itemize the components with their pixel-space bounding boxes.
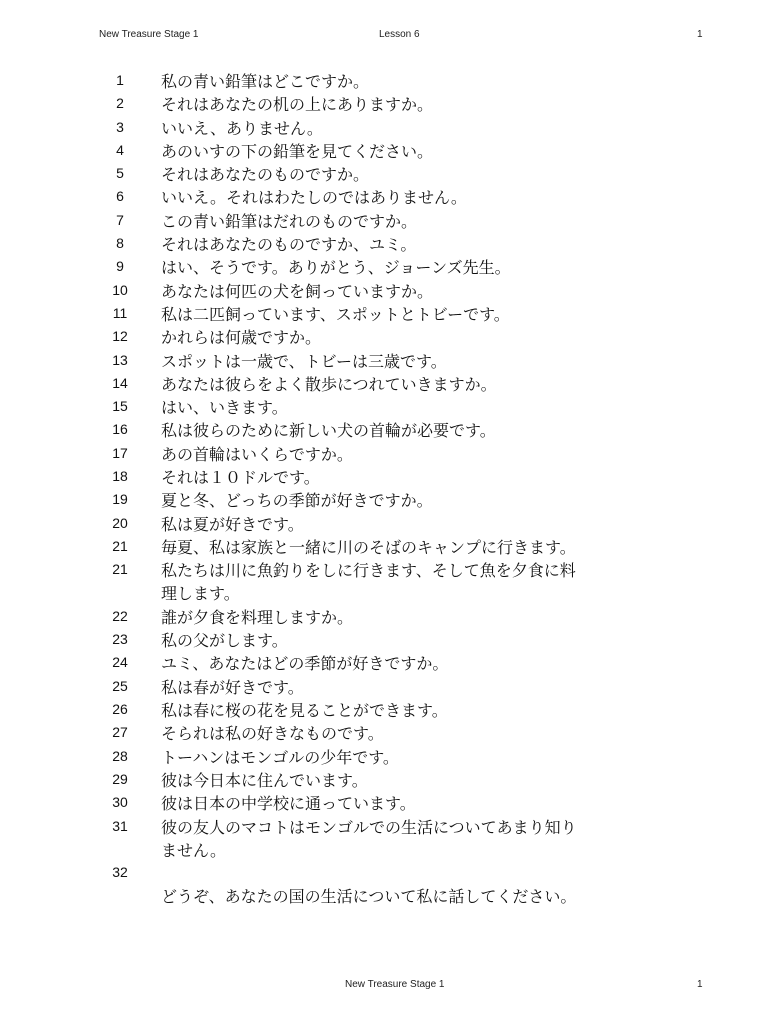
sentence-row	[0, 163, 768, 186]
line-number: 22	[112, 607, 128, 624]
sentence-text: スポットは一歳で、トビーは三歳です。	[161, 351, 447, 371]
line-number: 28	[112, 747, 128, 764]
sentence-row	[0, 70, 768, 93]
sentence-text: 私は春に桜の花を見ることができます。	[161, 701, 448, 721]
sentence-row	[0, 350, 768, 373]
sentence-text: そられは私の好きなものです。	[161, 724, 384, 744]
sentence-text: それはあなたのものですか。	[161, 165, 370, 185]
sentence-text: 私の青い鉛筆はどこですか。	[161, 72, 370, 91]
sentence-text: 私は春が好きです。	[161, 677, 304, 697]
line-number: 2	[116, 95, 124, 112]
line-number: 20	[112, 514, 128, 531]
header-left: New Treasure Stage 1	[99, 29, 199, 40]
sentence-text: あの首輪はいくらですか。	[161, 444, 353, 464]
sentence-text: あなたは彼らをよく散歩につれていきますか。	[161, 374, 497, 394]
sentence-row	[0, 419, 768, 442]
sentence-row	[0, 233, 768, 256]
sentence-row	[0, 280, 768, 303]
sentence-row	[0, 466, 768, 489]
line-number: 7	[116, 211, 124, 228]
sentence-text: 私は彼らのために新しい犬の首輪が必要です。	[161, 421, 496, 441]
line-number: 3	[116, 118, 124, 135]
line-number: 14	[112, 374, 128, 391]
sentence-row	[0, 117, 768, 140]
sentence-row	[0, 303, 768, 326]
sentence-text: いいえ。それはわたしのではありません。	[161, 188, 467, 208]
sentence-text: それはあなたのものですか、ユミ。	[161, 235, 417, 255]
sentence-text: あなたは何匹の犬を飼っていますか。	[161, 281, 434, 301]
sentence-row	[0, 93, 768, 116]
line-number: 4	[116, 141, 124, 158]
sentence-row	[0, 816, 768, 863]
sentence-row	[0, 676, 768, 699]
sentence-text: それは１０ドルです。	[161, 468, 320, 488]
line-number: 32	[112, 864, 128, 881]
line-number: 15	[112, 398, 128, 415]
line-number: 31	[112, 817, 128, 834]
sentence-row	[0, 140, 768, 163]
line-number: 16	[112, 421, 128, 438]
line-number: 8	[116, 235, 124, 252]
sentence-row	[0, 513, 768, 536]
footer-page-number: 1	[697, 979, 703, 990]
sentence-text: トーハンはモンゴルの少年です。	[161, 747, 399, 767]
line-number: 12	[112, 328, 128, 345]
line-number: 21	[112, 537, 128, 554]
sentence-row	[0, 885, 768, 908]
line-number: 17	[112, 444, 128, 461]
line-number: 29	[112, 770, 128, 787]
line-number: 5	[116, 165, 124, 182]
sentence-text: はい、いきます。	[161, 398, 288, 418]
line-number: 27	[112, 724, 128, 741]
sentence-text: 毎夏、私は家族と一緒に川のそばのキャンプに行きます。	[161, 537, 576, 557]
sentence-text: 私は夏が好きです。	[161, 514, 304, 534]
sentence-row	[0, 746, 768, 769]
sentence-row	[0, 699, 768, 722]
sentence-row	[0, 210, 768, 233]
sentence-row	[0, 396, 768, 419]
line-number: 24	[112, 654, 128, 671]
sentence-text-continuation: ません。	[161, 840, 226, 860]
sentence-text: いいえ、ありません。	[161, 118, 323, 138]
sentence-row	[0, 792, 768, 815]
line-number: 6	[116, 188, 124, 205]
sentence-text: かれらは何歳ですか。	[161, 328, 322, 348]
line-number: 26	[112, 701, 128, 718]
sentence-row	[0, 629, 768, 652]
sentence-text: 夏と冬、どっちの季節が好きですか。	[161, 491, 433, 511]
sentence-text: どうぞ、あなたの国の生活について私に話してください。	[161, 887, 577, 907]
sentence-text: 私は二匹飼っています、スポットとトビーです。	[161, 304, 510, 324]
sentence-text: 彼は今日本に住んでいます。	[161, 770, 368, 790]
sentence-row	[0, 489, 768, 512]
sentence-row	[0, 536, 768, 559]
sentence-text: はい、そうです。ありがとう、ジョーンズ先生。	[161, 258, 511, 278]
sentence-row	[0, 326, 768, 349]
sentence-text: 誰が夕食を料理しますか。	[161, 607, 354, 627]
sentence-text: 彼の友人のマコトはモンゴルでの生活についてあまり知り	[161, 817, 577, 837]
sentence-text: 私の父がします。	[161, 631, 288, 651]
sentence-text: あのいすの下の鉛筆を見てください。	[161, 141, 434, 161]
sentence-row	[0, 559, 768, 606]
sentence-row	[0, 373, 768, 396]
line-number: 10	[112, 281, 128, 298]
line-number: 9	[116, 258, 124, 275]
line-number: 11	[112, 304, 128, 321]
sentence-text-continuation: 理します。	[161, 584, 240, 604]
line-number: 18	[112, 468, 128, 485]
line-number: 25	[112, 677, 128, 694]
sentence-row	[0, 769, 768, 792]
line-number: 30	[112, 794, 128, 811]
sentence-row	[0, 652, 768, 675]
sentence-row	[0, 862, 768, 885]
sentence-row	[0, 443, 768, 466]
line-number: 23	[112, 631, 128, 648]
sentence-row	[0, 606, 768, 629]
header-page-number: 1	[697, 29, 703, 40]
line-number: 19	[112, 491, 128, 508]
line-number: 13	[112, 351, 128, 368]
sentence-row	[0, 186, 768, 209]
sentence-text: それはあなたの机の上にありますか。	[161, 95, 434, 115]
sentence-text: ユミ、あなたはどの季節が好きですか。	[161, 654, 449, 674]
footer-center: New Treasure Stage 1	[345, 979, 445, 990]
sentence-text: 私たちは川に魚釣りをしに行きます、そして魚を夕食に料	[161, 561, 576, 581]
sentence-row	[0, 722, 768, 745]
line-number: 21	[112, 561, 128, 578]
line-number: 1	[116, 72, 124, 88]
sentence-text: 彼は日本の中学校に通っています。	[161, 794, 416, 814]
sentence-list	[0, 70, 768, 909]
sentence-text: この青い鉛筆はだれのものですか。	[161, 211, 418, 231]
header-center: Lesson 6	[379, 29, 420, 40]
sentence-row	[0, 256, 768, 279]
